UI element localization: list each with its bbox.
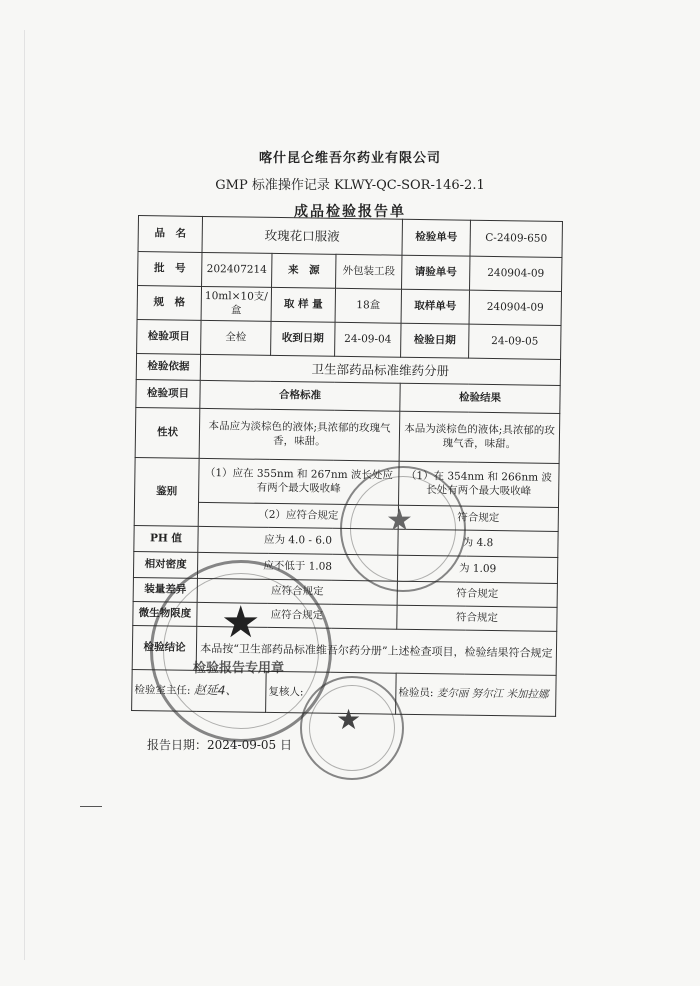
company-name: 喀什昆仑维吾尔药业有限公司 xyxy=(258,151,441,166)
sample-no-label: 取样单号 xyxy=(401,289,469,324)
microbial-label: 微生物限度 xyxy=(133,602,197,627)
sample-qty: 18盒 xyxy=(335,288,401,323)
identification-standard-2: （2）应符合规定 xyxy=(198,502,398,529)
fill-label: 装量差异 xyxy=(133,578,197,603)
inspector-label: 检验员: xyxy=(398,687,434,700)
sample-no: 240904-09 xyxy=(469,290,561,325)
identification-result-1: （1）在 354nm 和 266nm 波长处有两个最大吸收峰 xyxy=(398,461,559,507)
inspector-signature-cell xyxy=(396,673,557,716)
reviewer-stamp xyxy=(300,676,404,780)
col-result-header: 检验结果 xyxy=(400,383,560,413)
spec-label: 规 格 xyxy=(137,286,201,321)
reviewer-label: 复核人: xyxy=(268,686,304,699)
basis-label: 检验依据 xyxy=(136,354,200,381)
fill-result: 符合规定 xyxy=(397,581,557,607)
ph-result: 为 4.8 xyxy=(398,529,558,557)
sop-code: GMP 标准操作记录 KLWY-QC-SOR-146-2.1 xyxy=(215,178,485,193)
item-label: 检验项目 xyxy=(137,320,201,355)
report-title: 成品检验报告单 xyxy=(294,204,406,220)
recv-date: 24-09-04 xyxy=(335,322,401,357)
star-icon: ★ xyxy=(386,503,413,538)
test-no-label: 检验单号 xyxy=(402,219,470,256)
fill-standard: 应符合规定 xyxy=(197,578,397,605)
identification-label: 鉴别 xyxy=(134,458,199,527)
spec: 10ml×10支/盒 xyxy=(201,286,271,321)
ph-label: PH 值 xyxy=(134,526,198,553)
scan-mark xyxy=(80,806,102,807)
request-no-label: 请验单号 xyxy=(402,255,470,290)
batch-label: 批 号 xyxy=(138,252,202,287)
recv-date-label: 收到日期 xyxy=(271,321,335,356)
appearance-label: 性状 xyxy=(135,408,200,459)
batch-no: 202407214 xyxy=(202,252,272,287)
appearance-result: 本品为淡棕色的液体;具浓郁的玫瑰气香，味甜。 xyxy=(399,411,560,463)
identification-result-2: 符合规定 xyxy=(398,505,558,531)
director-signature: 赵延4、 xyxy=(193,683,238,698)
inspector-signature: 麦尔丽 努尔江 米加拉娜 xyxy=(436,687,549,702)
test-date-label: 检验日期 xyxy=(401,323,469,358)
ph-standard: 应为 4.0 - 6.0 xyxy=(198,526,398,555)
conclusion-label: 检验结论 xyxy=(132,626,197,671)
product-name: 玫瑰花口服液 xyxy=(202,216,402,255)
microbial-standard: 应符合规定 xyxy=(197,602,397,629)
test-item: 全检 xyxy=(201,320,271,355)
conclusion-text: 本品按“卫生部药品标准维吾尔药分册”上述检查项目，检验结果符合规定 xyxy=(196,626,557,675)
star-icon: ★ xyxy=(221,597,261,648)
source: 外包装工段 xyxy=(336,254,402,289)
product-label: 品 名 xyxy=(138,216,202,253)
stamp-label: 检验报告专用章 xyxy=(193,661,285,676)
sample-qty-label: 取 样 量 xyxy=(271,287,335,322)
test-no: C-2409-650 xyxy=(470,220,562,257)
basis-value: 卫生部药品标准维药分册 xyxy=(200,354,560,385)
request-no: 240904-09 xyxy=(470,256,562,291)
identification-standard-1: （1）应在 355nm 和 267nm 波长处应有两个最大吸收峰 xyxy=(199,458,400,505)
scan-edge-line xyxy=(24,30,25,960)
density-label: 相对密度 xyxy=(133,552,197,579)
col-item-header: 检验项目 xyxy=(136,380,200,409)
appearance-standard: 本品应为淡棕色的液体;具浓郁的玫瑰气香，味甜。 xyxy=(199,408,400,461)
report-date: 报告日期：2024-09-05 日 xyxy=(147,738,293,752)
star-icon: ★ xyxy=(336,703,362,736)
director-label: 检验室主任: xyxy=(134,684,191,698)
table-row xyxy=(135,408,560,464)
microbial-result: 符合规定 xyxy=(397,605,557,631)
test-date: 24-09-05 xyxy=(469,324,561,359)
qc-stamp xyxy=(340,466,466,592)
density-result: 为 1.09 xyxy=(397,555,557,583)
density-standard: 应不低于 1.08 xyxy=(197,552,397,581)
col-standard-header: 合格标准 xyxy=(200,380,400,411)
source-label: 来 源 xyxy=(272,253,336,288)
